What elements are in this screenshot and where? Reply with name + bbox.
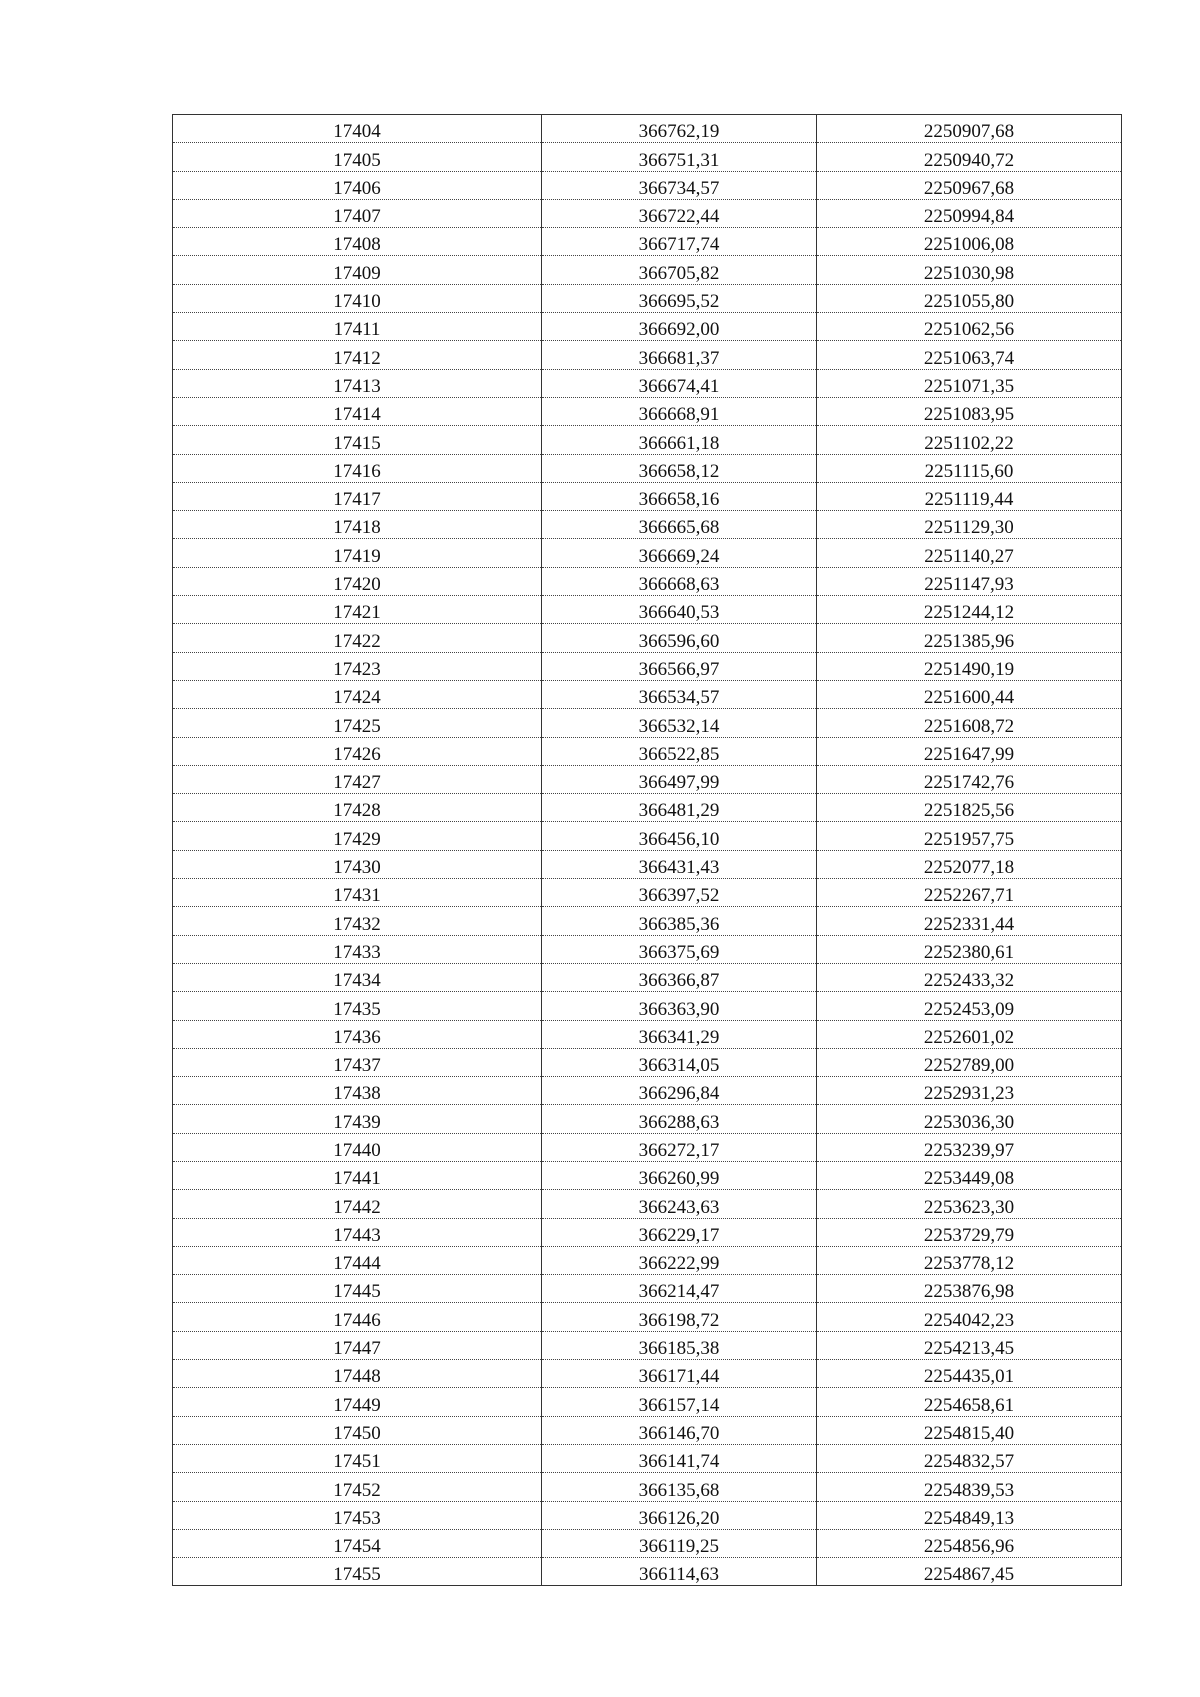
table-row <box>173 1416 1122 1444</box>
table-row <box>173 1105 1122 1133</box>
x-coordinate-cell: 366640,53 <box>542 596 817 624</box>
x-coordinate-cell: 366385,36 <box>542 907 817 935</box>
y-coordinate-cell: 2251102,22 <box>817 426 1122 454</box>
point-number-cell: 17406 <box>173 171 542 199</box>
y-coordinate-cell: 2251055,80 <box>817 284 1122 312</box>
table-row <box>173 115 1122 143</box>
y-coordinate-cell: 2253623,30 <box>817 1190 1122 1218</box>
y-coordinate-cell: 2251071,35 <box>817 369 1122 397</box>
point-number-cell: 17405 <box>173 143 542 171</box>
y-coordinate-cell: 2254832,57 <box>817 1444 1122 1472</box>
x-coordinate-cell: 366668,91 <box>542 397 817 425</box>
x-coordinate-cell: 366661,18 <box>542 426 817 454</box>
y-coordinate-cell: 2252433,32 <box>817 963 1122 991</box>
x-coordinate-cell: 366375,69 <box>542 935 817 963</box>
point-number-cell: 17423 <box>173 652 542 680</box>
y-coordinate-cell: 2251140,27 <box>817 539 1122 567</box>
y-coordinate-cell: 2251030,98 <box>817 256 1122 284</box>
table-row <box>173 992 1122 1020</box>
point-number-cell: 17435 <box>173 992 542 1020</box>
point-number-cell: 17425 <box>173 709 542 737</box>
point-number-cell: 17450 <box>173 1416 542 1444</box>
table-row <box>173 1331 1122 1359</box>
y-coordinate-cell: 2254839,53 <box>817 1473 1122 1501</box>
table-row <box>173 680 1122 708</box>
y-coordinate-cell: 2253036,30 <box>817 1105 1122 1133</box>
point-number-cell: 17447 <box>173 1331 542 1359</box>
table-row <box>173 454 1122 482</box>
y-coordinate-cell: 2254213,45 <box>817 1331 1122 1359</box>
table-row <box>173 1246 1122 1274</box>
table-row <box>173 850 1122 878</box>
point-number-cell: 17434 <box>173 963 542 991</box>
y-coordinate-cell: 2250907,68 <box>817 115 1122 143</box>
y-coordinate-cell: 2251119,44 <box>817 482 1122 510</box>
y-coordinate-cell: 2251957,75 <box>817 822 1122 850</box>
y-coordinate-cell: 2253239,97 <box>817 1133 1122 1161</box>
x-coordinate-cell: 366135,68 <box>542 1473 817 1501</box>
x-coordinate-cell: 366534,57 <box>542 680 817 708</box>
x-coordinate-cell: 366751,31 <box>542 143 817 171</box>
point-number-cell: 17420 <box>173 567 542 595</box>
point-number-cell: 17430 <box>173 850 542 878</box>
table-row <box>173 935 1122 963</box>
table-row <box>173 652 1122 680</box>
y-coordinate-cell: 2251825,56 <box>817 794 1122 822</box>
table-row <box>173 765 1122 793</box>
x-coordinate-cell: 366185,38 <box>542 1331 817 1359</box>
y-coordinate-cell: 2251244,12 <box>817 596 1122 624</box>
y-coordinate-cell: 2254849,13 <box>817 1501 1122 1529</box>
x-coordinate-cell: 366314,05 <box>542 1048 817 1076</box>
y-coordinate-cell: 2251083,95 <box>817 397 1122 425</box>
x-coordinate-cell: 366341,29 <box>542 1020 817 1048</box>
x-coordinate-cell: 366722,44 <box>542 199 817 227</box>
table-row <box>173 1360 1122 1388</box>
table-row <box>173 1529 1122 1557</box>
x-coordinate-cell: 366717,74 <box>542 228 817 256</box>
table-row <box>173 313 1122 341</box>
y-coordinate-cell: 2251385,96 <box>817 624 1122 652</box>
table-row <box>173 1275 1122 1303</box>
y-coordinate-cell: 2251063,74 <box>817 341 1122 369</box>
table-row <box>173 539 1122 567</box>
x-coordinate-cell: 366669,24 <box>542 539 817 567</box>
y-coordinate-cell: 2252601,02 <box>817 1020 1122 1048</box>
table-row <box>173 228 1122 256</box>
x-coordinate-cell: 366288,63 <box>542 1105 817 1133</box>
point-number-cell: 17412 <box>173 341 542 369</box>
y-coordinate-cell: 2251647,99 <box>817 737 1122 765</box>
point-number-cell: 17438 <box>173 1077 542 1105</box>
point-number-cell: 17413 <box>173 369 542 397</box>
table-row <box>173 1190 1122 1218</box>
table-row <box>173 1501 1122 1529</box>
y-coordinate-cell: 2250967,68 <box>817 171 1122 199</box>
x-coordinate-cell: 366596,60 <box>542 624 817 652</box>
point-number-cell: 17411 <box>173 313 542 341</box>
point-number-cell: 17410 <box>173 284 542 312</box>
x-coordinate-cell: 366497,99 <box>542 765 817 793</box>
table-row <box>173 1444 1122 1472</box>
point-number-cell: 17452 <box>173 1473 542 1501</box>
table-row <box>173 143 1122 171</box>
y-coordinate-cell: 2254435,01 <box>817 1360 1122 1388</box>
table-row <box>173 482 1122 510</box>
table-row <box>173 1218 1122 1246</box>
point-number-cell: 17437 <box>173 1048 542 1076</box>
x-coordinate-cell: 366243,63 <box>542 1190 817 1218</box>
y-coordinate-cell: 2254856,96 <box>817 1529 1122 1557</box>
y-coordinate-cell: 2251600,44 <box>817 680 1122 708</box>
x-coordinate-cell: 366481,29 <box>542 794 817 822</box>
y-coordinate-cell: 2253449,08 <box>817 1161 1122 1189</box>
point-number-cell: 17421 <box>173 596 542 624</box>
point-number-cell: 17408 <box>173 228 542 256</box>
point-number-cell: 17436 <box>173 1020 542 1048</box>
table-row <box>173 397 1122 425</box>
table-row <box>173 1077 1122 1105</box>
y-coordinate-cell: 2252931,23 <box>817 1077 1122 1105</box>
x-coordinate-cell: 366272,17 <box>542 1133 817 1161</box>
x-coordinate-cell: 366198,72 <box>542 1303 817 1331</box>
x-coordinate-cell: 366532,14 <box>542 709 817 737</box>
table-row <box>173 1020 1122 1048</box>
y-coordinate-cell: 2251129,30 <box>817 511 1122 539</box>
x-coordinate-cell: 366734,57 <box>542 171 817 199</box>
point-number-cell: 17444 <box>173 1246 542 1274</box>
x-coordinate-cell: 366222,99 <box>542 1246 817 1274</box>
x-coordinate-cell: 366214,47 <box>542 1275 817 1303</box>
table-row <box>173 511 1122 539</box>
table-row <box>173 256 1122 284</box>
y-coordinate-cell: 2254042,23 <box>817 1303 1122 1331</box>
table-row <box>173 426 1122 454</box>
point-number-cell: 17428 <box>173 794 542 822</box>
point-number-cell: 17445 <box>173 1275 542 1303</box>
y-coordinate-cell: 2252077,18 <box>817 850 1122 878</box>
y-coordinate-cell: 2252789,00 <box>817 1048 1122 1076</box>
point-number-cell: 17442 <box>173 1190 542 1218</box>
point-number-cell: 17446 <box>173 1303 542 1331</box>
y-coordinate-cell: 2251147,93 <box>817 567 1122 595</box>
point-number-cell: 17431 <box>173 879 542 907</box>
table-row <box>173 1048 1122 1076</box>
coordinates-table <box>172 114 1122 1586</box>
point-number-cell: 17416 <box>173 454 542 482</box>
x-coordinate-cell: 366229,17 <box>542 1218 817 1246</box>
x-coordinate-cell: 366658,16 <box>542 482 817 510</box>
coordinates-table-body <box>173 115 1122 1586</box>
point-number-cell: 17455 <box>173 1558 542 1586</box>
table-row <box>173 567 1122 595</box>
x-coordinate-cell: 366397,52 <box>542 879 817 907</box>
x-coordinate-cell: 366296,84 <box>542 1077 817 1105</box>
y-coordinate-cell: 2251006,08 <box>817 228 1122 256</box>
point-number-cell: 17418 <box>173 511 542 539</box>
point-number-cell: 17422 <box>173 624 542 652</box>
table-row <box>173 737 1122 765</box>
point-number-cell: 17427 <box>173 765 542 793</box>
point-number-cell: 17417 <box>173 482 542 510</box>
y-coordinate-cell: 2251490,19 <box>817 652 1122 680</box>
table-row <box>173 284 1122 312</box>
point-number-cell: 17451 <box>173 1444 542 1472</box>
point-number-cell: 17433 <box>173 935 542 963</box>
x-coordinate-cell: 366658,12 <box>542 454 817 482</box>
table-row <box>173 907 1122 935</box>
x-coordinate-cell: 366114,63 <box>542 1558 817 1586</box>
y-coordinate-cell: 2250940,72 <box>817 143 1122 171</box>
point-number-cell: 17454 <box>173 1529 542 1557</box>
point-number-cell: 17404 <box>173 115 542 143</box>
x-coordinate-cell: 366171,44 <box>542 1360 817 1388</box>
table-row <box>173 199 1122 227</box>
table-row <box>173 341 1122 369</box>
x-coordinate-cell: 366366,87 <box>542 963 817 991</box>
table-row <box>173 1133 1122 1161</box>
point-number-cell: 17432 <box>173 907 542 935</box>
table-row <box>173 879 1122 907</box>
x-coordinate-cell: 366126,20 <box>542 1501 817 1529</box>
y-coordinate-cell: 2251608,72 <box>817 709 1122 737</box>
x-coordinate-cell: 366681,37 <box>542 341 817 369</box>
y-coordinate-cell: 2252331,44 <box>817 907 1122 935</box>
y-coordinate-cell: 2251062,56 <box>817 313 1122 341</box>
point-number-cell: 17419 <box>173 539 542 567</box>
point-number-cell: 17453 <box>173 1501 542 1529</box>
x-coordinate-cell: 366522,85 <box>542 737 817 765</box>
point-number-cell: 17441 <box>173 1161 542 1189</box>
y-coordinate-cell: 2252453,09 <box>817 992 1122 1020</box>
y-coordinate-cell: 2252380,61 <box>817 935 1122 963</box>
y-coordinate-cell: 2250994,84 <box>817 199 1122 227</box>
point-number-cell: 17440 <box>173 1133 542 1161</box>
point-number-cell: 17424 <box>173 680 542 708</box>
x-coordinate-cell: 366762,19 <box>542 115 817 143</box>
x-coordinate-cell: 366456,10 <box>542 822 817 850</box>
x-coordinate-cell: 366665,68 <box>542 511 817 539</box>
table-row <box>173 963 1122 991</box>
point-number-cell: 17407 <box>173 199 542 227</box>
point-number-cell: 17409 <box>173 256 542 284</box>
y-coordinate-cell: 2253876,98 <box>817 1275 1122 1303</box>
x-coordinate-cell: 366695,52 <box>542 284 817 312</box>
x-coordinate-cell: 366157,14 <box>542 1388 817 1416</box>
y-coordinate-cell: 2254867,45 <box>817 1558 1122 1586</box>
y-coordinate-cell: 2251742,76 <box>817 765 1122 793</box>
y-coordinate-cell: 2254658,61 <box>817 1388 1122 1416</box>
table-row <box>173 1303 1122 1331</box>
y-coordinate-cell: 2254815,40 <box>817 1416 1122 1444</box>
table-row <box>173 624 1122 652</box>
y-coordinate-cell: 2253778,12 <box>817 1246 1122 1274</box>
x-coordinate-cell: 366705,82 <box>542 256 817 284</box>
point-number-cell: 17414 <box>173 397 542 425</box>
x-coordinate-cell: 366260,99 <box>542 1161 817 1189</box>
x-coordinate-cell: 366431,43 <box>542 850 817 878</box>
table-row <box>173 709 1122 737</box>
table-row <box>173 171 1122 199</box>
point-number-cell: 17426 <box>173 737 542 765</box>
table-row <box>173 822 1122 850</box>
x-coordinate-cell: 366668,63 <box>542 567 817 595</box>
point-number-cell: 17439 <box>173 1105 542 1133</box>
table-row <box>173 1473 1122 1501</box>
point-number-cell: 17443 <box>173 1218 542 1246</box>
x-coordinate-cell: 366141,74 <box>542 1444 817 1472</box>
table-row <box>173 1558 1122 1586</box>
table-row <box>173 1388 1122 1416</box>
point-number-cell: 17415 <box>173 426 542 454</box>
table-row <box>173 369 1122 397</box>
y-coordinate-cell: 2252267,71 <box>817 879 1122 907</box>
x-coordinate-cell: 366566,97 <box>542 652 817 680</box>
table-row <box>173 596 1122 624</box>
y-coordinate-cell: 2251115,60 <box>817 454 1122 482</box>
table-row <box>173 794 1122 822</box>
x-coordinate-cell: 366692,00 <box>542 313 817 341</box>
x-coordinate-cell: 366146,70 <box>542 1416 817 1444</box>
x-coordinate-cell: 366363,90 <box>542 992 817 1020</box>
point-number-cell: 17449 <box>173 1388 542 1416</box>
point-number-cell: 17429 <box>173 822 542 850</box>
point-number-cell: 17448 <box>173 1360 542 1388</box>
x-coordinate-cell: 366119,25 <box>542 1529 817 1557</box>
y-coordinate-cell: 2253729,79 <box>817 1218 1122 1246</box>
x-coordinate-cell: 366674,41 <box>542 369 817 397</box>
table-row <box>173 1161 1122 1189</box>
